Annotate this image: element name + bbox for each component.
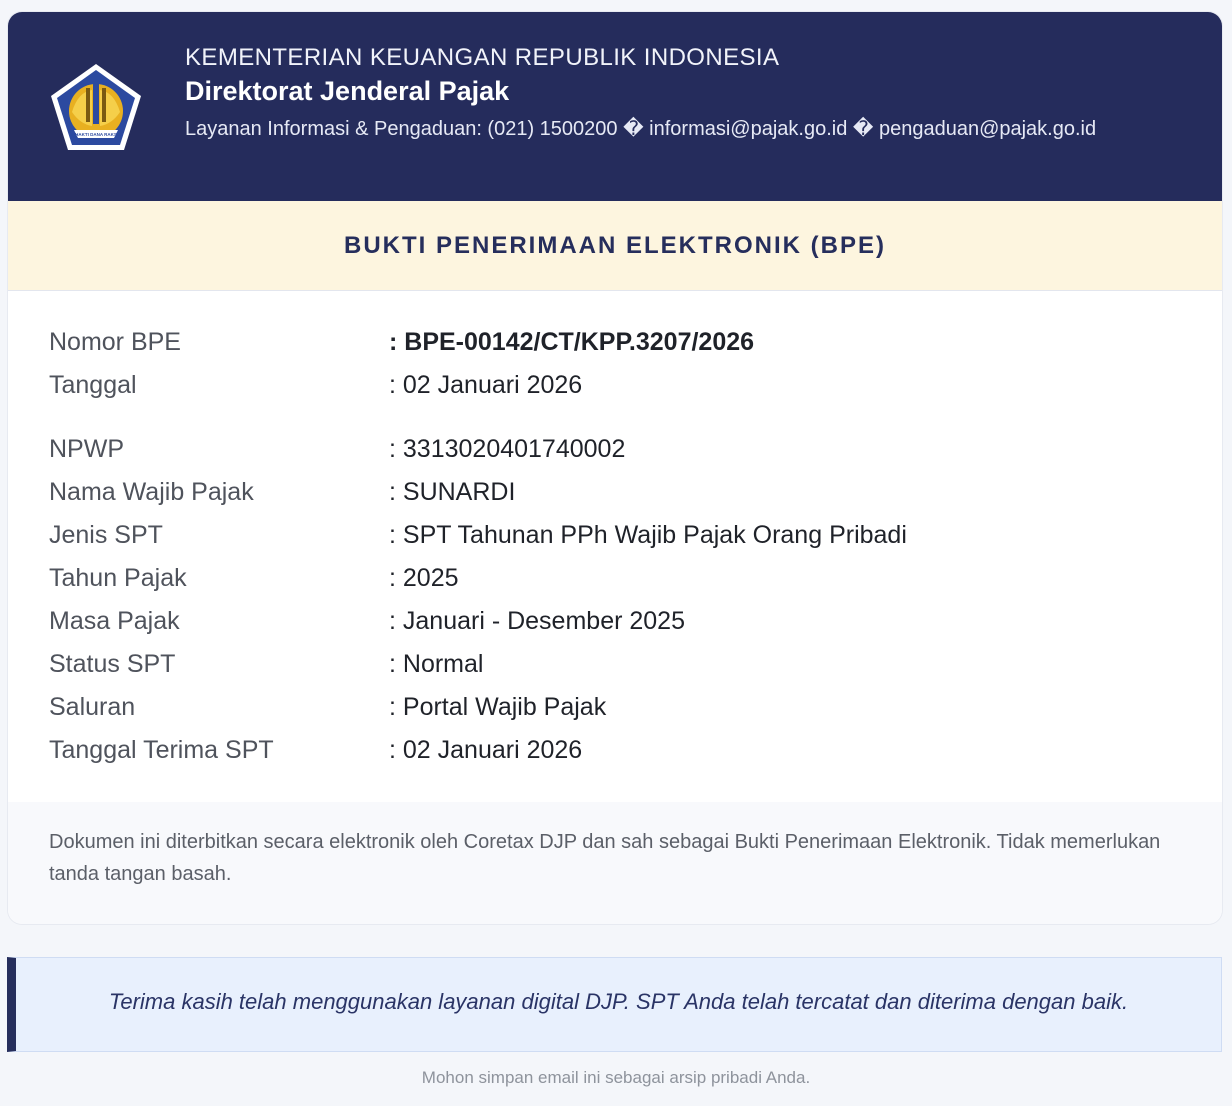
detail-value: : SPT Tahunan PPh Wajib Pajak Orang Pribadi xyxy=(389,521,907,549)
document-title: BUKTI PENERIMAAN ELEKTRONIK (BPE) xyxy=(8,201,1222,291)
thank-you-text: Terima kasih telah menggunakan layanan digital DJP. SPT Anda telah tercatat dan diterima dengan baik. xyxy=(108,989,1129,1014)
detail-value: : 3313020401740002 xyxy=(389,435,626,463)
detail-label: Saluran xyxy=(49,693,136,721)
detail-row-status-spt xyxy=(49,646,1179,689)
detail-row-nomor-bpe xyxy=(49,324,1179,367)
detail-value: : Januari - Desember 2025 xyxy=(389,607,685,635)
detail-label: Masa Pajak xyxy=(49,607,180,635)
detail-row-tanggal-terima xyxy=(49,732,1179,775)
detail-label: Tanggal xyxy=(49,371,137,399)
detail-row-tanggal xyxy=(49,367,1179,410)
details-list xyxy=(49,324,1179,775)
header-text xyxy=(185,44,1145,142)
detail-row-nama xyxy=(49,474,1179,517)
directorate-name: Direktorat Jenderal Pajak xyxy=(185,76,510,106)
detail-label: Nomor BPE xyxy=(49,328,181,356)
header xyxy=(8,12,1222,201)
detail-label: Jenis SPT xyxy=(49,521,163,549)
detail-label: Status SPT xyxy=(49,650,176,678)
contact-info: Layanan Informasi & Pengaduan: (021) 1500200 � informasi@pajak.go.id � pengaduan@pajak.go.id xyxy=(185,118,1097,140)
detail-value: : Normal xyxy=(389,650,484,678)
archive-note: Mohon simpan email ini sebagai arsip pribadi Anda. xyxy=(421,1068,811,1087)
detail-label: NPWP xyxy=(49,435,124,463)
detail-value: : Portal Wajib Pajak xyxy=(389,693,607,721)
detail-label: Tanggal Terima SPT xyxy=(49,736,274,764)
ministry-name: KEMENTERIAN KEUANGAN REPUBLIK INDONESIA xyxy=(185,44,780,71)
detail-row-tahun-pajak xyxy=(49,560,1179,603)
detail-value: : BPE-00142/CT/KPP.3207/2026 xyxy=(389,328,755,356)
detail-value: : 02 Januari 2026 xyxy=(389,371,583,399)
svg-text:BHAKTI DANA RAKSA: BHAKTI DANA RAKSA xyxy=(71,132,121,137)
detail-row-jenis-spt xyxy=(49,517,1179,560)
legal-note: Dokumen ini diterbitkan secara elektronik oleh Coretax DJP dan sah sebagai Bukti Penerimaan Elektronik. Tidak memerlukan tanda tangan basah. xyxy=(49,831,1161,885)
kemenkeu-logo-icon xyxy=(48,62,144,154)
detail-row-saluran xyxy=(49,689,1179,732)
thank-you-banner xyxy=(7,957,1222,1052)
detail-value: : 02 Januari 2026 xyxy=(389,736,583,764)
detail-label: Tahun Pajak xyxy=(49,564,187,592)
detail-label: Nama Wajib Pajak xyxy=(49,478,254,506)
detail-row-npwp xyxy=(49,431,1179,474)
detail-value: : 2025 xyxy=(389,564,459,592)
detail-value: : SUNARDI xyxy=(389,478,516,506)
legal-note-section xyxy=(8,802,1222,924)
bpe-card xyxy=(8,12,1222,924)
detail-row-masa-pajak xyxy=(49,603,1179,646)
